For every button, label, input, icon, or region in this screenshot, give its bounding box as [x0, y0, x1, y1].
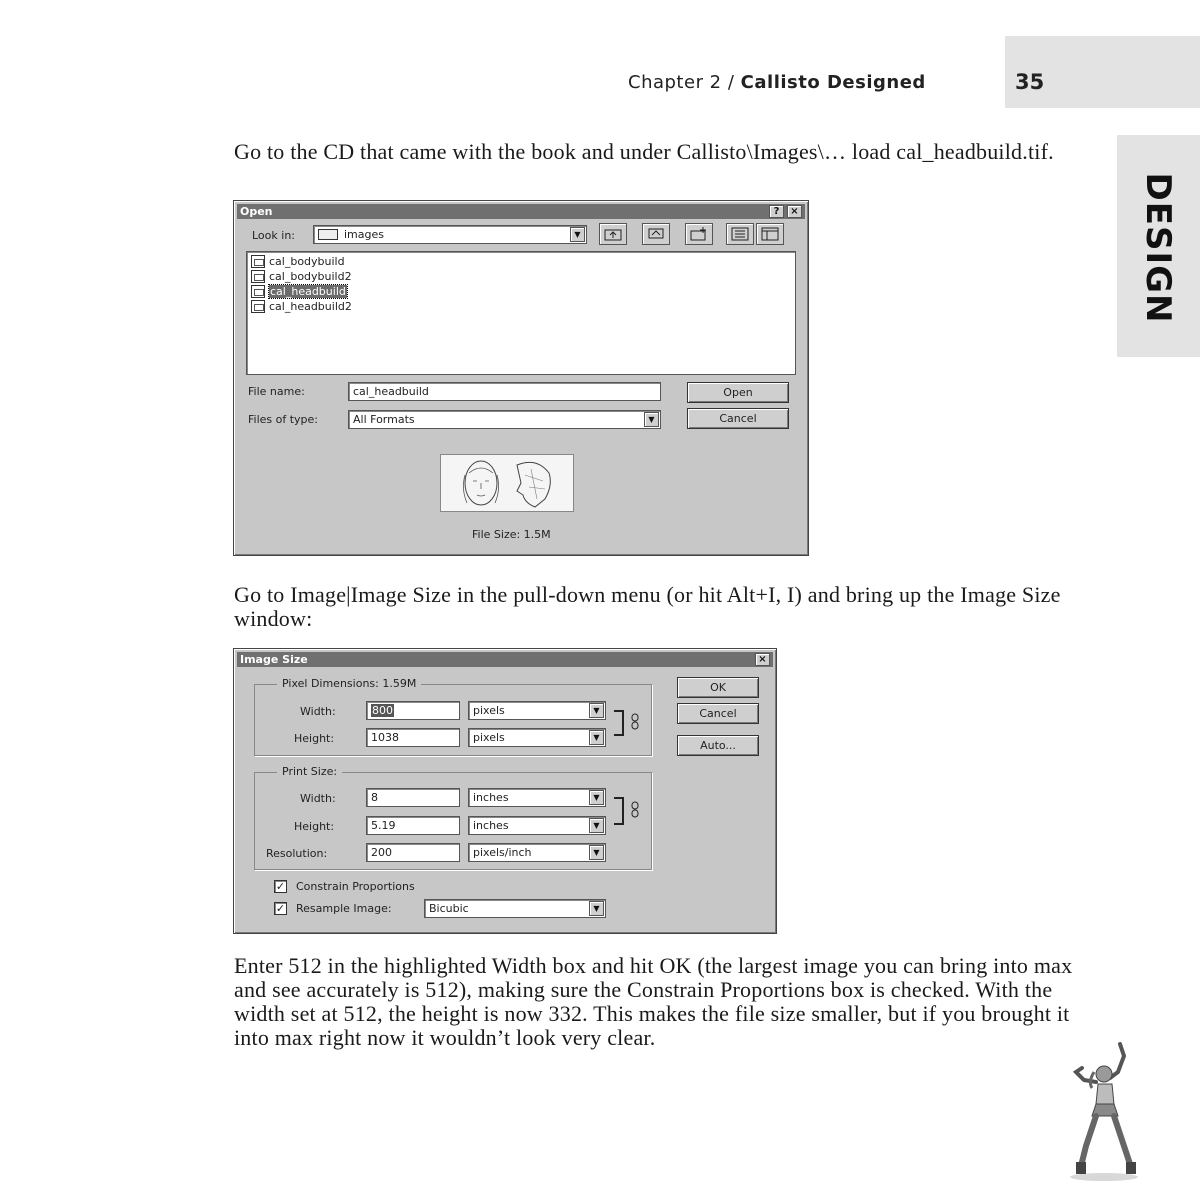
image-file-icon: [251, 255, 265, 268]
file-name-label: File name:: [248, 385, 305, 398]
file-name-input[interactable]: cal_headbuild: [348, 382, 661, 401]
chapter-prefix: Chapter 2 /: [628, 72, 735, 93]
page-number: 35: [1015, 70, 1045, 94]
chapter-title: Callisto Designed: [740, 72, 926, 93]
details-view-button[interactable]: [756, 223, 784, 245]
open-button[interactable]: Open: [687, 382, 789, 403]
close-button[interactable]: ×: [787, 205, 802, 218]
print-height-label: Height:: [294, 820, 335, 833]
files-of-type-combo[interactable]: [348, 410, 661, 429]
file-list[interactable]: [246, 251, 796, 375]
print-height-unit-combo[interactable]: inches ▼: [468, 816, 606, 835]
up-folder-icon: [604, 227, 622, 241]
resample-image-checkbox[interactable]: ✓: [275, 902, 286, 915]
new-folder-icon: [690, 227, 708, 241]
details-view-icon: [761, 227, 779, 241]
print-height-input[interactable]: 5.19: [366, 816, 460, 835]
chevron-down-icon[interactable]: ▼: [589, 901, 604, 916]
pixel-width-input[interactable]: [366, 701, 460, 720]
running-header: [628, 72, 926, 93]
image-file-icon: [251, 300, 265, 313]
files-of-type-label: Files of type:: [248, 413, 319, 426]
list-view-button[interactable]: [726, 223, 754, 245]
new-folder-button[interactable]: [685, 223, 713, 245]
character-figure-illustration: [1062, 1042, 1152, 1182]
file-item[interactable]: cal_headbuild2: [251, 299, 352, 314]
file-item[interactable]: cal_bodybuild2: [251, 269, 352, 284]
chevron-down-icon[interactable]: ▼: [570, 227, 585, 242]
chevron-down-icon[interactable]: ▼: [589, 790, 604, 805]
print-width-label: Width:: [300, 792, 336, 805]
paragraph-image-size: Go to Image|Image Size in the pull-down menu (or hit Alt+I, I) and bring up the Image Size window:: [234, 582, 1061, 631]
ok-button[interactable]: OK: [677, 677, 759, 698]
auto-button[interactable]: Auto...: [677, 735, 759, 756]
resolution-input[interactable]: 200: [366, 843, 460, 862]
open-dialog-titlebar: [237, 204, 805, 219]
link-bracket: [614, 710, 624, 736]
image-size-titlebar: [237, 652, 773, 667]
file-size-text: File Size: 1.5M: [472, 528, 551, 541]
chain-link-icon: [630, 713, 640, 731]
chevron-down-icon[interactable]: ▼: [589, 703, 604, 718]
pixel-dimensions-title: Pixel Dimensions: 1.59M: [277, 677, 421, 690]
close-button[interactable]: ×: [755, 653, 770, 666]
pixel-height-unit-combo[interactable]: pixels ▼: [468, 728, 606, 747]
pixel-width-value: 800: [372, 704, 393, 717]
image-size-title: Image Size: [240, 653, 308, 666]
look-in-value: images: [344, 228, 384, 241]
list-view-icon: [731, 227, 749, 241]
paragraph-instructions: Enter 512 in the highlighted Width box and hit OK (the largest image you can bring into max and see accurately is 512), making sure the Constrain Proportions box is checked. With the width set at 512, the height is now 332. This makes the file size smaller, but if you brought it into max right now it wouldn’t look very clear.: [234, 953, 1073, 1050]
look-in-combo[interactable]: [313, 225, 587, 244]
pixel-width-label: Width:: [300, 705, 336, 718]
image-preview: [440, 454, 574, 512]
image-file-icon: [251, 285, 265, 298]
resample-image-label: Resample Image:: [296, 902, 392, 915]
print-width-input[interactable]: 8: [366, 788, 460, 807]
section-side-tab-label: DESIGN: [1138, 172, 1178, 324]
chain-link-icon: [630, 801, 640, 819]
chevron-down-icon[interactable]: ▼: [589, 730, 604, 745]
up-folder-button[interactable]: [599, 223, 627, 245]
pixel-width-unit-combo[interactable]: pixels ▼: [468, 701, 606, 720]
paragraph-load-file: Go to the CD that came with the book and under Callisto\Images\… load cal_headbuild.tif.: [234, 139, 1054, 164]
file-item[interactable]: cal_bodybuild: [251, 254, 345, 269]
folder-icon: [318, 229, 338, 240]
open-dialog-title: Open: [240, 205, 273, 218]
print-size-title: Print Size:: [277, 765, 342, 778]
pixel-height-label: Height:: [294, 732, 335, 745]
constrain-proportions-label: Constrain Proportions: [296, 880, 415, 893]
desktop-icon: [647, 227, 665, 241]
image-size-dialog: [233, 648, 777, 934]
pixel-height-input[interactable]: 1038: [366, 728, 460, 747]
file-item-selected[interactable]: cal_headbuild: [251, 284, 347, 299]
resolution-label: Resolution:: [266, 847, 328, 860]
cancel-button[interactable]: Cancel: [677, 703, 759, 724]
resample-method-combo[interactable]: Bicubic ▼: [424, 899, 606, 918]
files-of-type-value: All Formats: [353, 413, 415, 426]
help-button[interactable]: ?: [769, 205, 784, 218]
link-bracket: [614, 797, 624, 825]
open-dialog: [233, 200, 809, 556]
resolution-unit-combo[interactable]: pixels/inch ▼: [468, 843, 606, 862]
chevron-down-icon[interactable]: ▼: [589, 845, 604, 860]
constrain-proportions-checkbox[interactable]: ✓: [275, 880, 286, 893]
image-file-icon: [251, 270, 265, 283]
head-sketch-preview: [441, 455, 573, 511]
chevron-down-icon[interactable]: ▼: [589, 818, 604, 833]
print-width-unit-combo[interactable]: inches ▼: [468, 788, 606, 807]
look-in-label: Look in:: [252, 229, 295, 242]
chevron-down-icon[interactable]: ▼: [644, 412, 659, 427]
cancel-button[interactable]: Cancel: [687, 408, 789, 429]
desktop-button[interactable]: [642, 223, 670, 245]
